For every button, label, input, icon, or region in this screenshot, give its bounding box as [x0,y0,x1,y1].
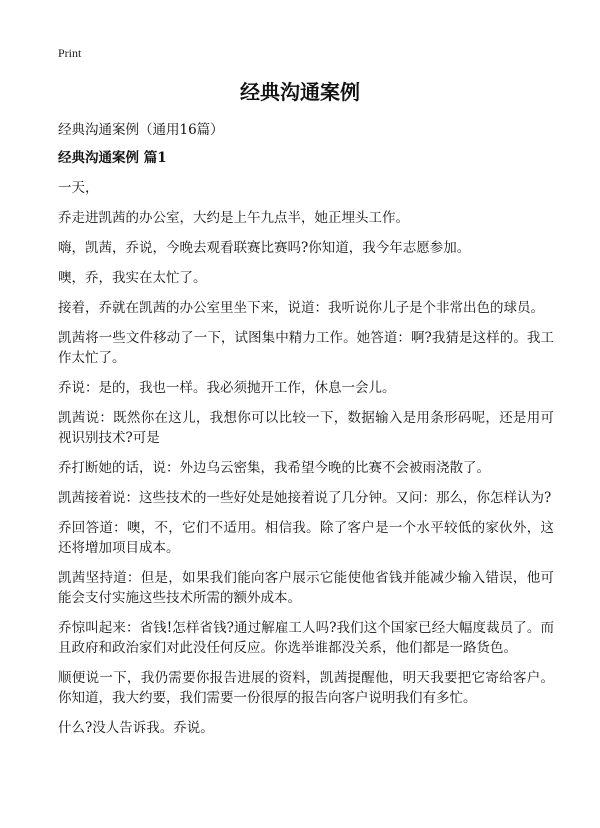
paragraph: 噢，乔，我实在太忙了。 [58,270,207,286]
document-body [58,120,554,748]
paragraph: 凯茜坚持道：但是，如果我们能向客户展示它能使他省钱并能减少输入错误，他可能会支付实施这些技术所需的额外成本。 [58,570,554,606]
paragraph: 乔说：是的，我也一样。我必须抛开工作，休息一会儿。 [58,380,396,396]
paragraph: 顺便说一下，我仍需要你报告进展的资料，凯茜提醒他，明天我要把它寄给客户。你知道，我大约要，我们需要一份很厚的报告向客户说明我们有多忙。 [58,670,554,706]
paragraph: 凯茜接着说：这些技术的一些好处是她接着说了几分钟。又问：那么，你怎样认为? [58,490,552,506]
paragraph: 乔惊叫起来：省钱!怎样省钱?通过解雇工人吗?我们这个国家已经大幅度裁员了。而且政府和政治家们对此没任何反应。你选举谁都没关系，他们都是一路货色。 [58,620,554,656]
document-title: 经典沟通案例 [240,80,360,104]
paragraph: 嗨，凯茜，乔说，今晚去观看联赛比赛吗?你知道，我今年志愿参加。 [58,240,471,256]
paragraph: 凯茜将一些文件移动了一下，试图集中精力工作。她答道：啊?我猜是这样的。我工作太忙了。 [58,330,554,366]
paragraph: 乔走进凯茜的办公室，大约是上午九点半，她正埋头工作。 [58,210,409,226]
paragraph: 凯茜说：既然你在这儿，我想你可以比较一下，数据输入是用条形码呢，还是用可视识别技术?可是 [58,410,554,446]
paragraph: 一天， [58,180,99,196]
document-subtitle: 经典沟通案例（通用16篇） [58,122,224,138]
paragraph: 乔回答道：噢，不，它们不适用。相信我。除了客户是一个水平较低的家伙外，这还将增加项目成本。 [58,520,554,556]
paragraph: 什么?没人告诉我。乔说。 [58,720,214,736]
paragraph: 接着，乔就在凯茜的办公室里坐下来，说道：我听说你儿子是个非常出色的球员。 [58,300,544,316]
section-heading: 经典沟通案例 篇1 [58,150,167,166]
paragraph: 乔打断她的话，说：外边乌云密集，我希望今晚的比赛不会被雨浇散了。 [58,460,490,476]
print-link[interactable]: Print [58,46,82,60]
